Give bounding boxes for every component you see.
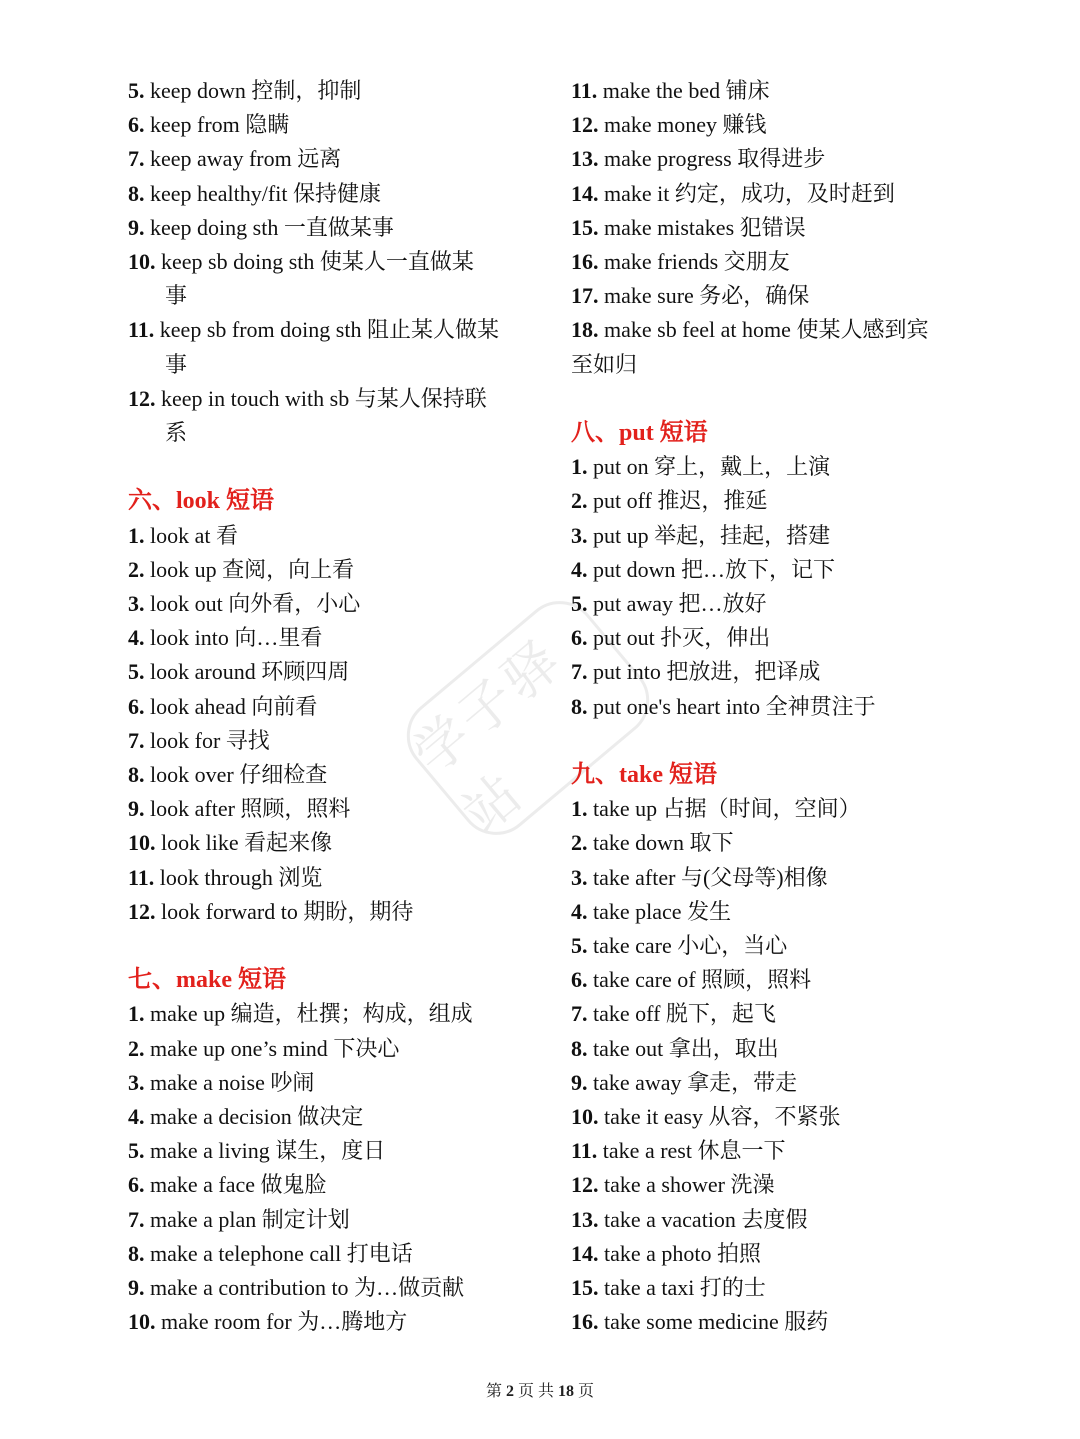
chinese-meaning: 期盼，期待	[303, 898, 414, 924]
item-number: 6.	[128, 112, 145, 138]
english-phrase: put one's heart into	[587, 693, 766, 719]
chinese-meaning: 编造，杜撰；构成，组成	[230, 1001, 473, 1027]
chinese-meaning: 占据（时间，空间）	[662, 796, 861, 822]
chinese-meaning: 与某人保持联	[354, 385, 487, 411]
phrase-item	[571, 450, 971, 484]
chinese-meaning: 服药	[784, 1309, 829, 1335]
chinese-meaning: 控制，抑制	[251, 78, 362, 103]
phrase-item	[571, 690, 971, 724]
english-phrase: take a shower	[598, 1172, 731, 1198]
chinese-meaning: 与(父母等)相像	[680, 864, 828, 890]
item-number: 16.	[571, 1309, 599, 1335]
item-number: 16.	[571, 249, 599, 275]
item-number: 6.	[128, 1172, 145, 1198]
phrase-item	[128, 1237, 538, 1271]
english-phrase: take a rest	[597, 1138, 698, 1164]
item-number: 4.	[128, 1104, 145, 1130]
item-number: 7.	[128, 1206, 145, 1232]
chinese-meaning: 下决心	[333, 1035, 400, 1061]
item-number: 3.	[128, 591, 145, 617]
english-phrase: make mistakes	[598, 214, 740, 240]
phrase-item	[128, 74, 538, 108]
english-phrase: make a noise	[144, 1069, 271, 1095]
chinese-meaning: 穿上，戴上，上演	[654, 454, 831, 480]
item-number: 8.	[571, 1035, 588, 1061]
phrase-item	[128, 313, 538, 347]
phrase-item	[571, 74, 971, 108]
phrase-item	[128, 1100, 538, 1134]
item-number: 9.	[128, 214, 145, 240]
item-number: 2.	[571, 488, 588, 514]
english-phrase: keep sb doing sth	[155, 249, 320, 275]
english-phrase: take out	[587, 1035, 669, 1061]
phrase-item	[128, 1066, 538, 1100]
english-phrase: take it easy	[598, 1104, 709, 1130]
english-phrase: take care	[587, 933, 678, 959]
chinese-meaning: 把放进，把译成	[666, 659, 821, 685]
chinese-meaning: 仔细检查	[239, 762, 328, 788]
chinese-meaning: 向前看	[251, 693, 318, 719]
phrase-item	[128, 792, 538, 826]
item-number: 1.	[128, 1001, 145, 1027]
chinese-meaning: 小心，当心	[677, 933, 788, 959]
english-phrase: look like	[155, 830, 245, 856]
phrase-item	[571, 211, 971, 245]
chinese-meaning: 阻止某人做某	[366, 317, 499, 343]
phrase-item	[571, 1305, 971, 1339]
footer-page-number: 2	[505, 1383, 514, 1400]
english-phrase: make a decision	[144, 1104, 298, 1130]
english-phrase: take a photo	[598, 1240, 718, 1266]
english-phrase: make up	[144, 1001, 231, 1027]
item-number: 6.	[571, 625, 588, 651]
english-phrase: put on	[587, 454, 655, 480]
english-phrase: put out	[587, 625, 661, 651]
chinese-meaning: 制定计划	[261, 1206, 350, 1232]
english-phrase: keep healthy/fit	[144, 180, 293, 206]
phrase-item	[571, 245, 971, 279]
phrase-item	[571, 1237, 971, 1271]
item-number: 11.	[571, 1138, 598, 1164]
meaning-continuation: 事	[165, 283, 188, 309]
chinese-meaning: 推迟，推延	[657, 488, 768, 514]
item-number: 8.	[571, 693, 588, 719]
item-number: 12.	[128, 898, 156, 924]
english-phrase: take care of	[587, 967, 702, 993]
english-phrase: look up	[144, 556, 223, 582]
english-phrase: put off	[587, 488, 658, 514]
item-number: 3.	[128, 1069, 145, 1095]
english-phrase: make room for	[155, 1309, 298, 1335]
chinese-meaning: 打电话	[346, 1240, 413, 1266]
english-phrase: look for	[144, 727, 226, 753]
english-phrase: make the bed	[597, 78, 726, 103]
english-phrase: look through	[154, 864, 279, 890]
chinese-meaning: 为…做贡献	[354, 1275, 465, 1301]
chinese-meaning: 向…里看	[234, 625, 323, 651]
english-phrase: keep down	[144, 78, 252, 103]
phrase-item	[571, 1066, 971, 1100]
chinese-meaning: 一直做某事	[283, 214, 394, 240]
phrase-item	[571, 861, 971, 895]
english-phrase: look out	[144, 591, 229, 617]
item-number: 12.	[571, 1172, 599, 1198]
phrase-item	[128, 1271, 538, 1305]
phrase-item	[571, 895, 971, 929]
chinese-meaning: 使某人一直做某	[319, 249, 474, 275]
chinese-meaning: 举起，挂起，搭建	[654, 522, 831, 548]
chinese-meaning: 看	[216, 522, 239, 548]
footer-suffix: 页	[574, 1383, 595, 1400]
watermark-text: 学子驿站	[401, 626, 576, 846]
phrase-item	[128, 997, 538, 1031]
phrase-item	[128, 1203, 538, 1237]
english-phrase: look into	[144, 625, 235, 651]
phrase-item	[571, 553, 971, 587]
phrase-item	[128, 621, 538, 655]
phrase-item	[128, 758, 538, 792]
item-number: 8.	[128, 180, 145, 206]
item-number: 12.	[128, 385, 156, 411]
item-number: 3.	[571, 864, 588, 890]
english-phrase: put down	[587, 556, 681, 582]
phrase-item	[571, 1203, 971, 1237]
item-number: 6.	[128, 693, 145, 719]
english-phrase: make a plan	[144, 1206, 262, 1232]
item-number: 10.	[128, 1309, 156, 1335]
item-number: 10.	[128, 830, 156, 856]
phrase-item	[128, 108, 538, 142]
english-phrase: take a taxi	[598, 1275, 700, 1301]
phrase-item	[128, 1305, 538, 1339]
meaning-continuation: 至如归	[571, 351, 638, 377]
item-number: 5.	[128, 1138, 145, 1164]
chinese-meaning: 查阅，向上看	[222, 556, 355, 582]
item-number: 15.	[571, 1275, 599, 1301]
phrase-item	[571, 1168, 971, 1202]
chinese-meaning: 把…放下，记下	[681, 556, 836, 582]
item-number: 5.	[128, 659, 145, 685]
item-number: 7.	[571, 659, 588, 685]
chinese-meaning: 打的士	[699, 1275, 766, 1301]
chinese-meaning: 拿出，取出	[668, 1035, 779, 1061]
item-number: 7.	[128, 146, 145, 172]
english-phrase: take off	[587, 1001, 666, 1027]
english-phrase: make a telephone call	[144, 1240, 347, 1266]
item-number: 1.	[128, 522, 145, 548]
english-phrase: keep in touch with sb	[155, 385, 355, 411]
section-heading: 八、put 短语	[571, 420, 708, 447]
chinese-meaning: 从容，不紧张	[708, 1104, 841, 1130]
english-phrase: make sure	[598, 283, 700, 309]
section-heading: 六、look 短语	[128, 488, 275, 515]
phrase-item	[128, 245, 538, 279]
phrase-item	[571, 929, 971, 963]
english-phrase: put up	[587, 522, 655, 548]
phrase-item	[571, 142, 971, 176]
chinese-meaning: 把…放好	[678, 591, 767, 617]
item-number: 2.	[128, 556, 145, 582]
chinese-meaning: 远离	[297, 146, 342, 172]
item-number: 4.	[571, 556, 588, 582]
english-phrase: take away	[587, 1069, 688, 1095]
phrase-item	[571, 1134, 971, 1168]
chinese-meaning: 全神贯注于	[765, 693, 876, 719]
chinese-meaning: 去度假	[741, 1206, 808, 1232]
chinese-meaning: 务必，确保	[699, 283, 810, 309]
item-number: 7.	[571, 1001, 588, 1027]
english-phrase: take place	[587, 898, 688, 924]
chinese-meaning: 拍照	[717, 1240, 762, 1266]
chinese-meaning: 赚钱	[722, 112, 767, 138]
english-phrase: look at	[144, 522, 216, 548]
chinese-meaning: 做鬼脸	[260, 1172, 327, 1198]
phrase-item	[571, 484, 971, 518]
section-heading: 七、make 短语	[128, 967, 286, 994]
english-phrase: take down	[587, 830, 690, 856]
item-number: 11.	[128, 317, 155, 343]
meaning-continuation: 系	[165, 420, 188, 446]
footer-middle: 页 共	[513, 1383, 558, 1400]
phrase-item	[571, 655, 971, 689]
item-number: 10.	[571, 1104, 599, 1130]
page-footer	[0, 1378, 1080, 1406]
phrase-item	[571, 997, 971, 1031]
chinese-meaning: 取得进步	[737, 146, 826, 172]
phrase-item	[571, 826, 971, 860]
chinese-meaning: 吵闹	[270, 1069, 315, 1095]
english-phrase: make it	[598, 180, 675, 206]
item-number: 9.	[128, 796, 145, 822]
english-phrase: make progress	[598, 146, 738, 172]
item-number: 8.	[128, 1240, 145, 1266]
english-phrase: make friends	[598, 249, 724, 275]
item-number: 17.	[571, 283, 599, 309]
item-number: 1.	[571, 454, 588, 480]
english-phrase: keep away from	[144, 146, 298, 172]
phrase-item	[128, 895, 538, 929]
english-phrase: take a vacation	[598, 1206, 742, 1232]
phrase-item	[128, 690, 538, 724]
footer-total-pages: 18	[558, 1383, 574, 1400]
item-number: 13.	[571, 146, 599, 172]
chinese-meaning: 看起来像	[244, 830, 333, 856]
chinese-meaning: 照顾，照料	[701, 967, 812, 993]
left-column	[128, 74, 538, 1339]
chinese-meaning: 发生	[687, 898, 732, 924]
item-number: 7.	[128, 727, 145, 753]
english-phrase: take up	[587, 796, 663, 822]
item-number: 12.	[571, 112, 599, 138]
phrase-item	[571, 621, 971, 655]
chinese-meaning: 使某人感到宾	[796, 317, 929, 343]
chinese-meaning: 做决定	[297, 1104, 364, 1130]
phrase-item	[128, 826, 538, 860]
item-number: 2.	[128, 1035, 145, 1061]
english-phrase: make a living	[144, 1138, 276, 1164]
phrase-item	[571, 963, 971, 997]
phrase-item	[571, 792, 971, 826]
english-phrase: keep doing sth	[144, 214, 284, 240]
phrase-item	[571, 108, 971, 142]
phrase-item	[128, 655, 538, 689]
chinese-meaning: 铺床	[725, 78, 770, 103]
phrase-item	[128, 861, 538, 895]
chinese-meaning: 向外看，小心	[228, 591, 361, 617]
item-number: 11.	[571, 78, 598, 103]
chinese-meaning: 寻找	[225, 727, 270, 753]
chinese-meaning: 浏览	[278, 864, 323, 890]
chinese-meaning: 约定，成功，及时赶到	[674, 180, 895, 206]
chinese-meaning: 照顾，照料	[240, 796, 351, 822]
chinese-meaning: 犯错误	[739, 214, 806, 240]
english-phrase: keep from	[144, 112, 246, 138]
chinese-meaning: 脱下，起飞	[665, 1001, 776, 1027]
chinese-meaning: 保持健康	[292, 180, 381, 206]
item-number: 5.	[571, 591, 588, 617]
item-number: 2.	[571, 830, 588, 856]
section-heading: 九、take 短语	[571, 762, 717, 789]
item-number: 9.	[571, 1069, 588, 1095]
phrase-item	[128, 519, 538, 553]
item-number: 9.	[128, 1275, 145, 1301]
phrase-item	[571, 177, 971, 211]
footer-prefix: 第	[485, 1383, 506, 1400]
english-phrase: take some medicine	[598, 1309, 785, 1335]
english-phrase: look over	[144, 762, 240, 788]
item-number: 11.	[128, 864, 155, 890]
chinese-meaning: 为…腾地方	[297, 1309, 408, 1335]
phrase-item	[571, 1271, 971, 1305]
english-phrase: take after	[587, 864, 681, 890]
phrase-item	[128, 142, 538, 176]
english-phrase: look ahead	[144, 693, 252, 719]
english-phrase: look after	[144, 796, 241, 822]
right-column	[571, 74, 971, 1339]
phrase-item	[571, 313, 971, 347]
item-number: 13.	[571, 1206, 599, 1232]
item-number: 10.	[128, 249, 156, 275]
english-phrase: keep sb from doing sth	[154, 317, 367, 343]
item-number: 1.	[571, 796, 588, 822]
phrase-item	[128, 1032, 538, 1066]
item-number: 6.	[571, 967, 588, 993]
english-phrase: look around	[144, 659, 262, 685]
phrase-item	[128, 1134, 538, 1168]
phrase-item	[128, 587, 538, 621]
item-number: 8.	[128, 762, 145, 788]
item-number: 4.	[128, 625, 145, 651]
phrase-item	[128, 211, 538, 245]
item-number: 4.	[571, 898, 588, 924]
phrase-item	[571, 587, 971, 621]
english-phrase: put into	[587, 659, 667, 685]
chinese-meaning: 谋生，度日	[275, 1138, 386, 1164]
english-phrase: look forward to	[155, 898, 304, 924]
phrase-item	[571, 519, 971, 553]
phrase-item	[128, 553, 538, 587]
chinese-meaning: 取下	[689, 830, 734, 856]
phrase-item	[128, 177, 538, 211]
chinese-meaning: 隐瞒	[245, 112, 290, 138]
chinese-meaning: 交朋友	[723, 249, 790, 275]
english-phrase: make a contribution to	[144, 1275, 355, 1301]
phrase-item	[128, 382, 538, 416]
item-number: 14.	[571, 1240, 599, 1266]
phrase-item	[128, 724, 538, 758]
item-number: 18.	[571, 317, 599, 343]
chinese-meaning: 洗澡	[730, 1172, 775, 1198]
item-number: 3.	[571, 522, 588, 548]
item-number: 5.	[571, 933, 588, 959]
item-number: 14.	[571, 180, 599, 206]
phrase-item	[571, 279, 971, 313]
item-number: 15.	[571, 214, 599, 240]
meaning-continuation: 事	[165, 351, 188, 377]
chinese-meaning: 环顾四周	[261, 659, 350, 685]
item-number: 5.	[128, 78, 145, 103]
chinese-meaning: 休息一下	[697, 1138, 786, 1164]
english-phrase: make sb feel at home	[598, 317, 797, 343]
phrase-item	[571, 1032, 971, 1066]
english-phrase: make money	[598, 112, 723, 138]
chinese-meaning: 扑灭，伸出	[660, 625, 771, 651]
english-phrase: make up one’s mind	[144, 1035, 334, 1061]
phrase-item	[128, 1168, 538, 1202]
phrase-item	[571, 1100, 971, 1134]
chinese-meaning: 拿走，带走	[687, 1069, 798, 1095]
english-phrase: put away	[587, 591, 679, 617]
english-phrase: make a face	[144, 1172, 261, 1198]
